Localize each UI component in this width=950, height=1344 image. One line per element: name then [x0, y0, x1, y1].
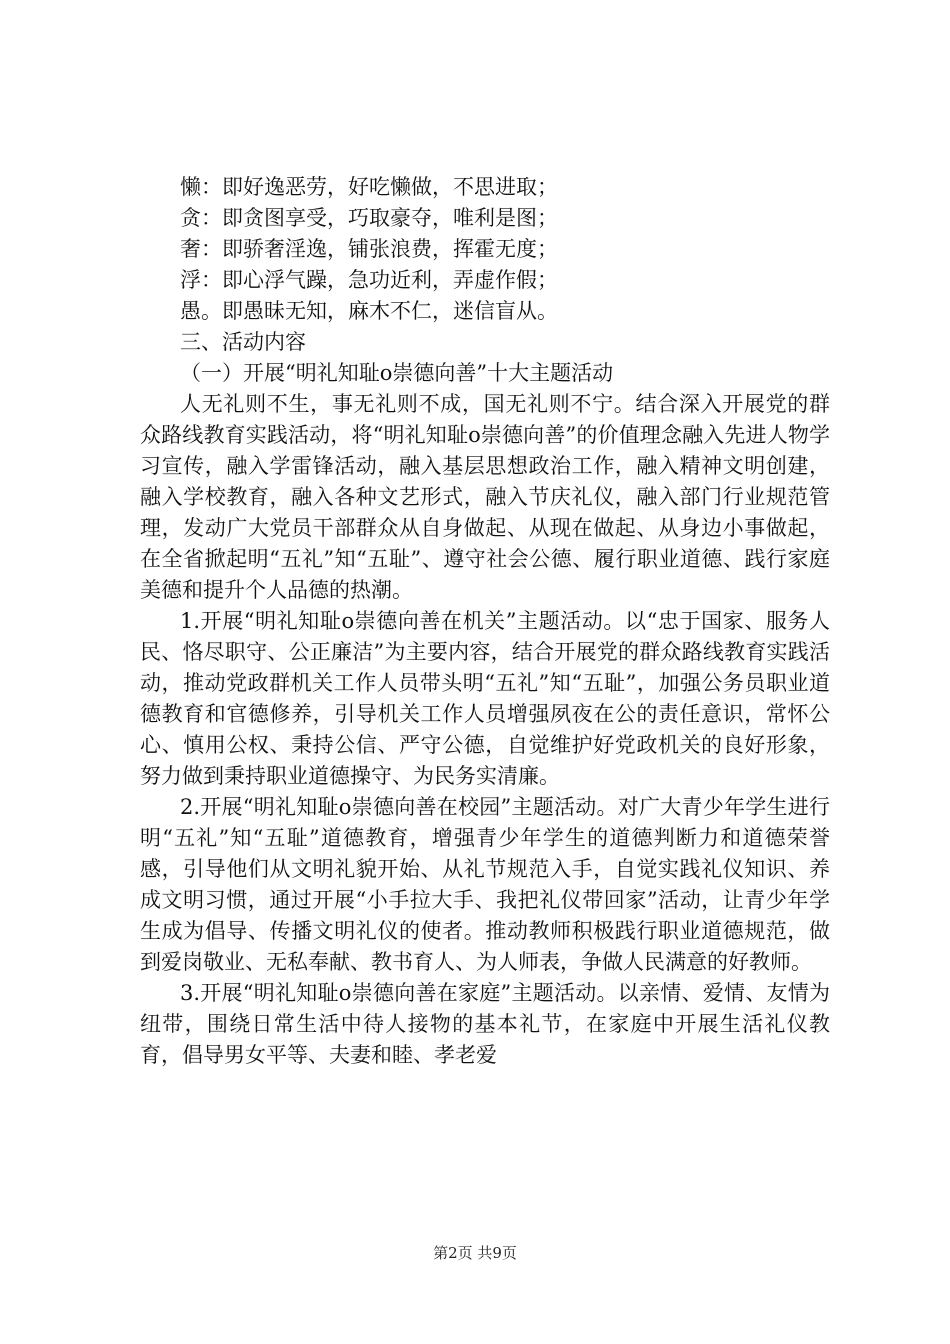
list-item-extravagance: 奢：即骄奢淫逸，铺张浪费，挥霍无度； — [180, 237, 558, 261]
list-item-greed: 贪：即贪图享受，巧取豪夺，唯利是图； — [180, 206, 558, 230]
list-item-impetuous: 浮：即心浮气躁，急功近利，弄虚作假； — [180, 268, 558, 292]
paragraph-family: 3.开展“明礼知耻o崇德向善在家庭”主题活动。以亲情、爱情、友情为纽带，围绕日常生活中待人接物的基本礼节，在家庭中开展生活礼仪教育，倡导男女平等、夫妻和睦、孝老爱 — [140, 981, 830, 1067]
paragraph-campus: 2.开展“明礼知耻o崇德向善在校园”主题活动。对广大青少年学生进行明“五礼”知“五耻”道德教育，增强青少年学生的道德判断力和道德荣誉感，引导他们从文明礼貌开始、从礼节规范入手，自觉实践礼仪知识、养成文明习惯，通过开展“小手拉大手、我把礼仪带回家”活动，让青少年学生成为倡导、传播文明礼仪的使者。推动教师积极践行职业道德规范，做到爱岗敬业、无私奉献、教书育人、为人师表，争做人民满意的好教师。 — [140, 795, 830, 974]
section-heading: 三、活动内容 — [180, 330, 306, 354]
subsection-heading: （一）开展“明礼知耻o崇德向善”十大主题活动 — [180, 361, 614, 385]
list-item-lazy: 懒：即好逸恶劳，好吃懒做，不思进取； — [180, 175, 558, 199]
list-item-ignorance: 愚。即愚昧无知，麻木不仁，迷信盲从。 — [180, 299, 558, 323]
paragraph-intro: 人无礼则不生，事无礼则不成，国无礼则不宁。结合深入开展党的群众路线教育实践活动，将“明礼知耻o崇德向善”的价值理念融入先进人物学习宣传，融入学雷锋活动，融入基层思想政治工作，融入精神文明创建，融入学校教育，融入各种文艺形式，融入节庆礼仪，融入部门行业规范管理，发动广大党员干部群众从自身做起、从现在做起、从身边小事做起，在全省掀起明“五礼”知“五耻”、遵守社会公德、履行职业道德、践行家庭美德和提升个人品德的热潮。 — [140, 392, 830, 602]
paragraph-organs: 1.开展“明礼知耻o崇德向善在机关”主题活动。以“忠于国家、服务人民、恪尽职守、公正廉洁”为主要内容，结合开展党的群众路线教育实践活动，推动党政群机关工作人员带头明“五礼”知“五耻”，加强公务员职业道德教育和官德修养，引导机关工作人员增强夙夜在公的责任意识，常怀公心、慎用公权、秉持公信、严守公德，自觉维护好党政机关的良好形象，努力做到秉持职业道德操守、为民务实清廉。 — [140, 609, 830, 788]
page-footer: 第2页 共9页 — [433, 1244, 517, 1262]
document-body — [140, 172, 830, 1071]
